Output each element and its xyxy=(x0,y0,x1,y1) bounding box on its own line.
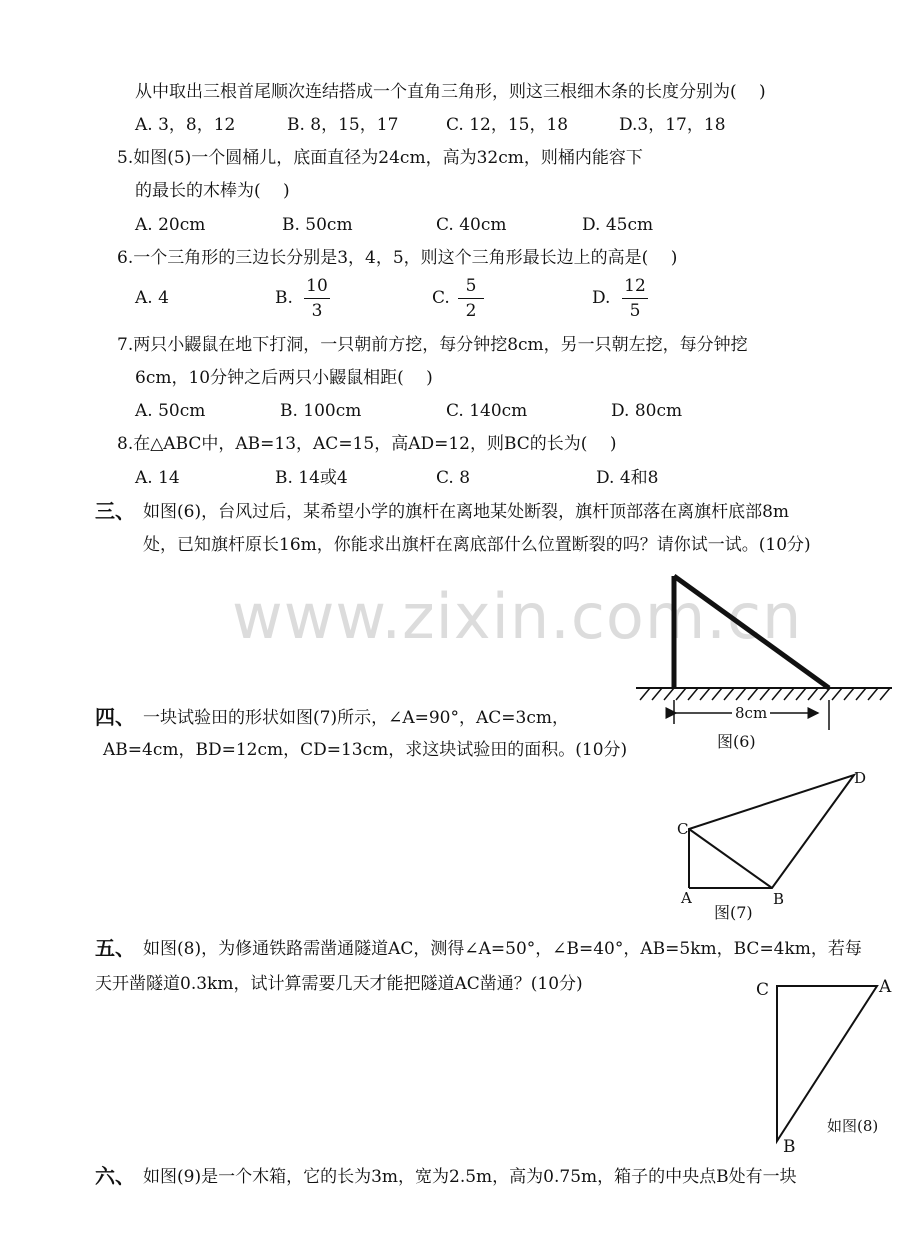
q7-option-d: D. 80cm xyxy=(611,401,683,421)
section-3-line2: 处，已知旗杆原长16m，你能求出旗杆在离底部什么位置断裂的吗？请你试一试。(10分) xyxy=(143,535,811,555)
fraction-denominator: 5 xyxy=(629,301,641,321)
point-a-label: A xyxy=(681,889,692,907)
point-a-label-fig8: A xyxy=(879,977,892,997)
q4-option-a: A. 3，8，12 xyxy=(135,115,236,135)
q5-line1: 5.如图(5)一个圆桶儿，底面直径为24cm，高为32cm，则桶内能容下 xyxy=(117,148,643,168)
figure-6 xyxy=(636,576,892,751)
q8-option-c: C. 8 xyxy=(436,468,471,488)
q7-option-a: A. 50cm xyxy=(135,401,206,421)
q8-option-a: A. 14 xyxy=(135,468,180,488)
q7-line2: 6cm，10分钟之后两只小鼹鼠相距( ) xyxy=(135,368,433,388)
q6-option-b-label: B. xyxy=(275,288,293,308)
point-c-label-fig8: C xyxy=(756,980,770,1000)
section-4-line2: AB=4cm，BD=12cm，CD=13cm，求这块试验田的面积。(10分) xyxy=(103,740,628,760)
q7-option-c: C. 140cm xyxy=(446,401,528,421)
figure-7 xyxy=(689,775,854,888)
q4-text: 从中取出三根首尾顺次连结搭成一个直角三角形，则这三根细木条的长度分别为( ) xyxy=(135,82,766,102)
fraction-numerator: 12 xyxy=(624,276,646,296)
section-5-line2: 天开凿隧道0.3km，试计算需要几天才能把隧道AC凿通？(10分) xyxy=(95,974,583,994)
q7-option-b: B. 100cm xyxy=(280,401,362,421)
section-4-number: 四、 xyxy=(95,705,135,729)
fraction-denominator: 3 xyxy=(311,301,323,321)
q5-option-d: D. 45cm xyxy=(582,215,654,235)
figure-8-caption: 如图(8) xyxy=(827,1117,879,1135)
point-d-label: D xyxy=(854,769,867,787)
section-5-line1: 如图(8)，为修通铁路需凿通隧道AC，测得∠A=50°，∠B=40°，AB=5km，BC=4km，若每 xyxy=(143,939,862,959)
measure-label: 8cm xyxy=(735,704,768,722)
q5-option-a: A. 20cm xyxy=(135,215,206,235)
fraction-numerator: 10 xyxy=(306,276,328,296)
ground-hatching xyxy=(640,688,890,700)
section-4-line1: 一块试验田的形状如图(7)所示，∠A=90°，AC=3cm， xyxy=(143,708,569,728)
q4-option-b: B. 8，15，17 xyxy=(287,115,399,135)
section-3-number: 三、 xyxy=(95,499,135,523)
diagonal-cb xyxy=(689,829,772,888)
q5-option-b: B. 50cm xyxy=(282,215,353,235)
q6-option-d-label: D. xyxy=(592,288,611,308)
q5-line2: 的最长的木棒为( ) xyxy=(135,181,290,201)
watermark: www.zixin.com.cn xyxy=(232,580,803,653)
point-b-label-fig8: B xyxy=(783,1137,796,1157)
q5-option-c: C. 40cm xyxy=(436,215,507,235)
point-b-label: B xyxy=(773,890,785,908)
section-3-line1: 如图(6)，台风过后，某希望小学的旗杆在离地某处断裂，旗杆顶部落在离旗杆底部8m xyxy=(143,502,790,522)
point-c-label: C xyxy=(677,820,689,838)
figure-7-caption: 图(7) xyxy=(714,903,753,922)
q4-option-c: C. 12，15，18 xyxy=(446,115,569,135)
fraction-numerator: 5 xyxy=(465,276,477,296)
section-6-number: 六、 xyxy=(95,1164,135,1188)
q6-option-a: A. 4 xyxy=(135,288,169,308)
fraction-denominator: 2 xyxy=(465,301,477,321)
q8-option-d: D. 4和8 xyxy=(596,468,659,488)
q8-option-b: B. 14或4 xyxy=(275,468,348,488)
figure-6-caption: 图(6) xyxy=(717,732,756,751)
q8-line1: 8.在△ABC中，AB=13，AC=15，高AD=12，则BC的长为( ) xyxy=(117,434,617,454)
q4-option-d: D.3，17，18 xyxy=(619,115,726,135)
q6-option-c-label: C. xyxy=(432,288,450,308)
q6-line1: 6.一个三角形的三边长分别是3，4，5，则这个三角形最长边上的高是( ) xyxy=(117,248,678,268)
q7-line1: 7.两只小鼹鼠在地下打洞，一只朝前方挖，每分钟挖8cm，另一只朝左挖，每分钟挖 xyxy=(117,335,748,355)
quadrilateral-outline xyxy=(689,775,854,888)
section-5-number: 五、 xyxy=(95,936,135,960)
flagpole-broken-part xyxy=(674,576,829,688)
section-6-line1: 如图(9)是一个木箱，它的长为3m，宽为2.5m，高为0.75m，箱子的中央点B处有一块 xyxy=(143,1167,797,1187)
